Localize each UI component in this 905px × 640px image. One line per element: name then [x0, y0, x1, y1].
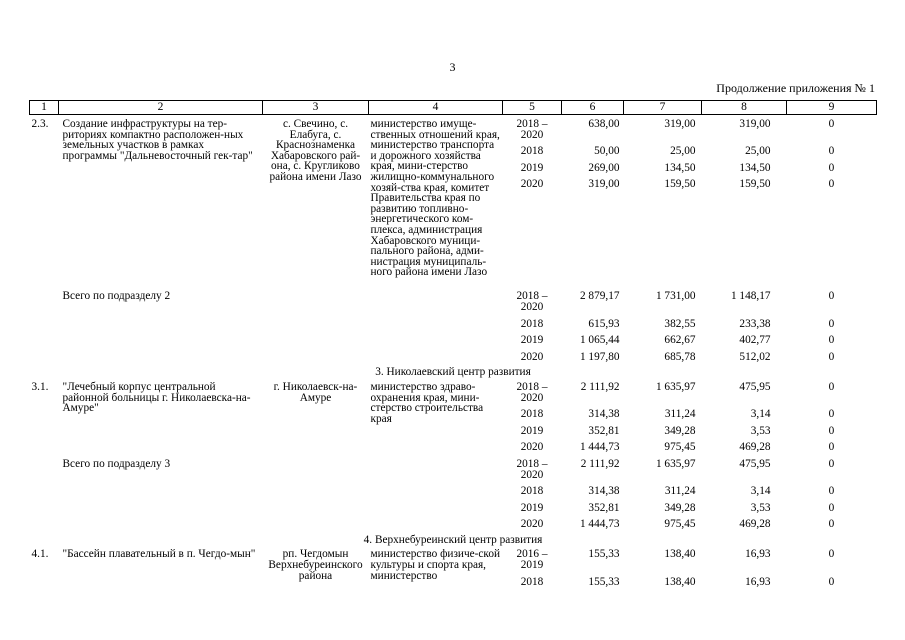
year-cell: 2018 – 2020 [516, 290, 548, 313]
project-name: "Лечебный корпус центральной районной больницы г. Николаевска-на-Амуре" [62, 380, 251, 415]
table-row [30, 457, 877, 484]
regional-cell: 159,50 [739, 178, 771, 191]
regional-cell: 3,53 [750, 424, 771, 437]
year-cell: 2020 [520, 518, 544, 531]
total-cell: 1 197,80 [579, 350, 620, 363]
project-responsible: министерство здраво-охранения края, мини-стерство строительства края [370, 380, 484, 425]
federal-cell: 975,45 [664, 441, 696, 454]
other-cell: 0 [828, 485, 835, 498]
other-cell: 0 [828, 548, 835, 561]
federal-cell: 159,50 [664, 178, 696, 191]
federal-cell: 25,00 [670, 145, 696, 158]
regional-cell: 16,93 [745, 548, 771, 561]
project-responsible: министерство имуще-ственных отношений края, министерство транспорта и дорожного хозяйства края, мини-стерство жилищно-коммунального хозяй-ства края, комитет Правительства края по развитию топливно-энергетического ком-плекса, администрация Хабаровского муници-пального района, адми-нистрация муниципаль-ного района имени Лазо [370, 118, 500, 279]
section-heading: 3. Николаевский центр развития [375, 366, 531, 379]
total-cell: 50,00 [594, 145, 620, 158]
total-cell: 269,00 [588, 161, 620, 174]
project-location: г. Николаевск-на-Амуре [273, 380, 358, 404]
regional-cell: 319,00 [739, 118, 771, 130]
header-col-4: 4 [369, 101, 503, 115]
federal-cell: 138,40 [664, 575, 696, 588]
year-cell: 2019 [520, 334, 544, 347]
year-cell: 2020 [520, 178, 544, 191]
regional-cell: 3,53 [750, 501, 771, 514]
subtotal-label: Всего по подразделу 2 [62, 290, 171, 303]
other-cell: 0 [828, 441, 835, 454]
year-cell: 2019 [520, 501, 544, 514]
regional-cell: 3,14 [750, 408, 771, 421]
table-header [30, 101, 877, 115]
header-col-9: 9 [787, 101, 877, 115]
year-cell: 2018 [520, 408, 544, 421]
federal-cell: 138,40 [664, 548, 696, 561]
federal-cell: 349,28 [664, 501, 696, 514]
project-number: 4.1. [31, 548, 49, 561]
year-cell: 2018 [520, 485, 544, 498]
other-cell: 0 [828, 424, 835, 437]
total-cell: 1 065,44 [579, 334, 620, 347]
federal-cell: 1 635,97 [655, 380, 696, 393]
year-cell: 2018 – 2020 [516, 380, 548, 404]
total-cell: 352,81 [588, 424, 620, 437]
federal-cell: 311,24 [664, 485, 696, 498]
total-cell: 1 444,73 [579, 518, 620, 531]
federal-cell: 685,78 [664, 350, 696, 363]
total-cell: 314,38 [588, 408, 620, 421]
subtotal-label: Всего по подразделу 3 [62, 457, 171, 470]
other-cell: 0 [828, 408, 835, 421]
table-row [30, 534, 877, 548]
project-name: "Бассейн плавательный в п. Чегдо-мын" [62, 548, 256, 561]
regional-cell: 469,28 [739, 441, 771, 454]
regional-cell: 475,95 [739, 457, 771, 470]
page-number: 3 [449, 60, 456, 74]
year-cell: 2020 [520, 441, 544, 454]
funding-table [29, 100, 877, 591]
project-number: 3.1. [31, 380, 49, 393]
other-cell: 0 [828, 334, 835, 347]
federal-cell: 1 635,97 [655, 457, 696, 470]
table-row [30, 366, 877, 380]
regional-cell: 402,77 [739, 334, 771, 347]
project-responsible: министерство физиче-ской культуры и спорта края, министерство [370, 548, 501, 582]
federal-cell: 134,50 [664, 161, 696, 174]
year-cell: 2016 – 2019 [516, 548, 548, 572]
total-cell: 155,33 [588, 575, 620, 588]
table-row [30, 115, 877, 145]
year-cell: 2018 [520, 145, 544, 158]
total-cell: 319,00 [588, 178, 620, 191]
other-cell: 0 [828, 518, 835, 531]
header-col-2: 2 [59, 101, 263, 115]
federal-cell: 1 731,00 [655, 290, 696, 303]
other-cell: 0 [828, 118, 835, 130]
regional-cell: 16,93 [745, 575, 771, 588]
header-col-5: 5 [503, 101, 562, 115]
year-cell: 2018 [520, 317, 544, 330]
header-col-7: 7 [624, 101, 702, 115]
regional-cell: 1 148,17 [730, 290, 771, 303]
other-cell: 0 [828, 145, 835, 158]
regional-cell: 475,95 [739, 380, 771, 393]
other-cell: 0 [828, 575, 835, 588]
project-location: рп. Чегдомын Верхнебуреинского района [268, 548, 363, 582]
federal-cell: 382,55 [664, 317, 696, 330]
regional-cell: 134,50 [739, 161, 771, 174]
table-row [30, 289, 877, 316]
year-cell: 2018 [520, 575, 544, 588]
other-cell: 0 [828, 380, 835, 393]
regional-cell: 469,28 [739, 518, 771, 531]
project-number: 2.3. [31, 118, 49, 130]
federal-cell: 311,24 [664, 408, 696, 421]
regional-cell: 3,14 [750, 485, 771, 498]
section-heading: 4. Верхнебуреинский центр развития [363, 533, 543, 546]
federal-cell: 662,67 [664, 334, 696, 347]
table-row [30, 547, 877, 574]
project-name: Создание инфраструктуры на тер-риториях компактно расположен-ных земельных участков в рамках программы "Дальневосточный гек-тар" [62, 118, 253, 162]
header-col-6: 6 [562, 101, 624, 115]
year-cell: 2019 [520, 424, 544, 437]
total-cell: 155,33 [588, 548, 620, 561]
total-cell: 638,00 [588, 118, 620, 130]
year-cell: 2019 [520, 161, 544, 174]
appendix-note: Продолжение приложения № 1 [716, 81, 875, 95]
federal-cell: 319,00 [664, 118, 696, 130]
year-cell: 2018 – 2020 [516, 457, 548, 481]
header-col-3: 3 [263, 101, 369, 115]
year-cell: 2020 [520, 350, 544, 363]
other-cell: 0 [828, 161, 835, 174]
federal-cell: 349,28 [664, 424, 696, 437]
other-cell: 0 [828, 178, 835, 191]
total-cell: 1 444,73 [579, 441, 620, 454]
other-cell: 0 [828, 457, 835, 470]
project-location: с. Свечино, с. Елабуга, с. Краснознаменка Хабаровского рай-она, с. Кругликово района имени Лазо [269, 118, 362, 183]
regional-cell: 233,38 [739, 317, 771, 330]
regional-cell: 512,02 [739, 350, 771, 363]
other-cell: 0 [828, 350, 835, 363]
year-cell: 2018 – 2020 [516, 118, 548, 141]
header-col-1: 1 [30, 101, 59, 115]
header-col-8: 8 [702, 101, 787, 115]
regional-cell: 25,00 [745, 145, 771, 158]
table-body [30, 115, 877, 592]
total-cell: 2 879,17 [579, 290, 620, 303]
total-cell: 2 111,92 [580, 380, 620, 393]
other-cell: 0 [828, 501, 835, 514]
total-cell: 615,93 [588, 317, 620, 330]
total-cell: 2 111,92 [580, 457, 620, 470]
other-cell: 0 [828, 317, 835, 330]
total-cell: 314,38 [588, 485, 620, 498]
other-cell: 0 [828, 290, 835, 303]
federal-cell: 975,45 [664, 518, 696, 531]
total-cell: 352,81 [588, 501, 620, 514]
table-row [30, 380, 877, 407]
